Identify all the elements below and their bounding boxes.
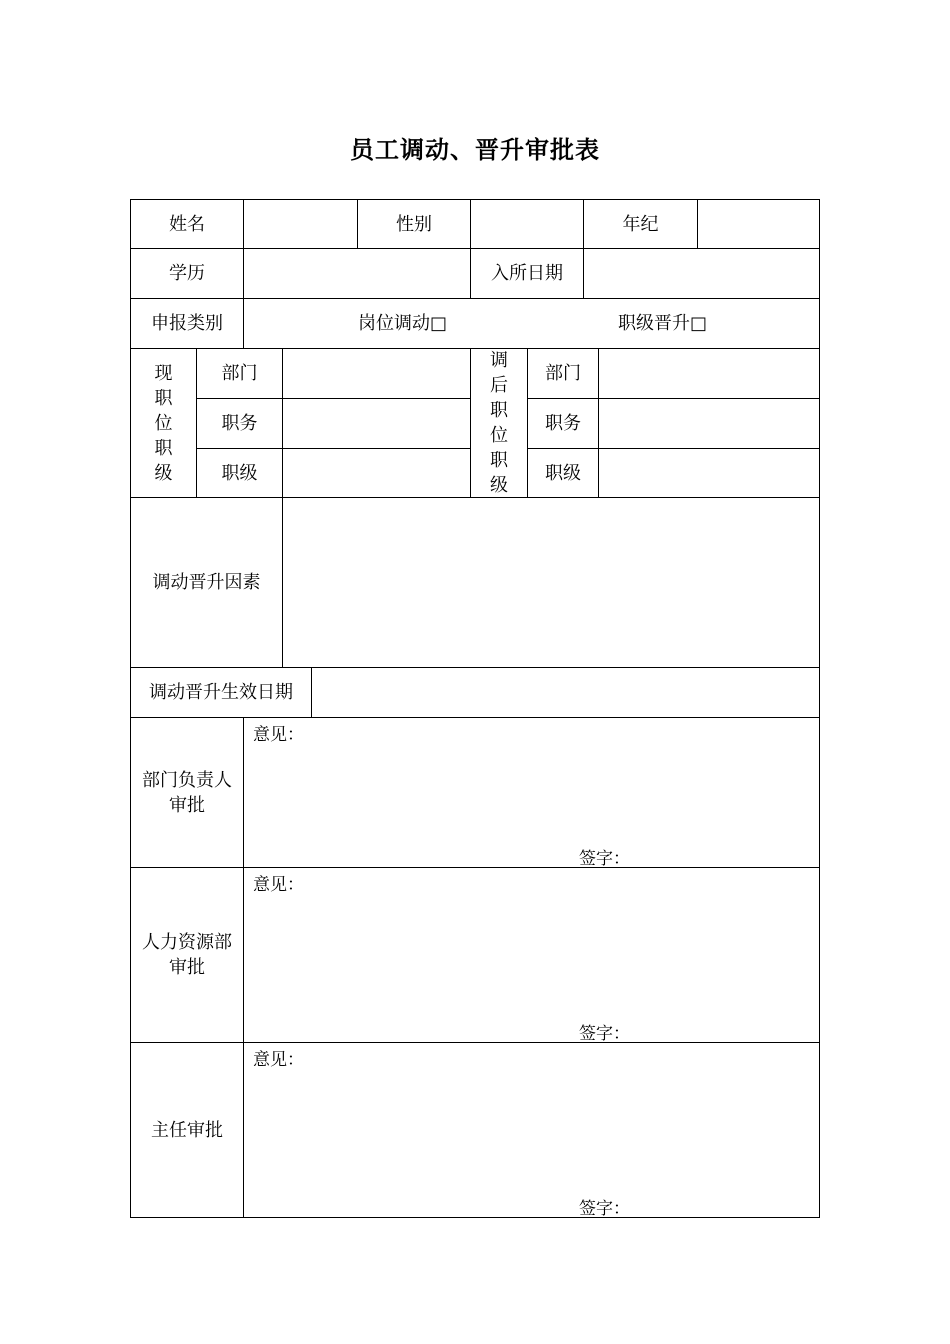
current-position-group-label xyxy=(131,349,196,497)
current-position-group-text: 现职位职级 xyxy=(154,362,173,484)
table-border-bottom xyxy=(130,1217,820,1218)
current-grade-label: 职级 xyxy=(221,462,258,484)
type-label: 申报类别 xyxy=(151,313,223,334)
entry-date-label: 入所日期 xyxy=(491,263,563,284)
dept-head-opinion-field[interactable] xyxy=(244,718,819,867)
new-duty-field[interactable] xyxy=(599,399,819,448)
age-label: 年纪 xyxy=(622,213,659,235)
education-label: 学历 xyxy=(169,263,205,284)
new-dept-field[interactable] xyxy=(599,349,819,398)
name-field[interactable] xyxy=(244,200,357,248)
reason-label: 调动晋升因素 xyxy=(152,572,261,593)
gender-field[interactable] xyxy=(471,200,583,248)
hr-approval-label: 人力资源部审批 xyxy=(142,932,232,978)
dept-head-signature-label: 签字： xyxy=(579,849,630,869)
new-dept-label: 部门 xyxy=(545,363,581,384)
promotion-checkbox-option[interactable]: 职级晋升□ xyxy=(617,313,707,334)
dept-head-opinion-label: 意见： xyxy=(253,725,304,745)
new-position-group-text: 调后职位职级 xyxy=(490,350,508,496)
table-border-right xyxy=(819,199,820,1218)
dept-head-approval-label: 部门负责人审批 xyxy=(142,769,232,816)
new-position-group-label xyxy=(471,349,527,497)
form-title: 员工调动、晋升审批表 xyxy=(350,136,600,164)
current-dept-field[interactable] xyxy=(283,349,470,398)
gender-label: 性别 xyxy=(396,213,432,235)
current-grade-field[interactable] xyxy=(283,449,470,497)
new-grade-field[interactable] xyxy=(599,449,819,497)
hr-opinion-label: 意见： xyxy=(253,875,304,895)
director-opinion-field[interactable] xyxy=(244,1043,819,1217)
current-duty-field[interactable] xyxy=(283,399,470,448)
education-field[interactable] xyxy=(244,249,470,298)
new-duty-label: 职务 xyxy=(545,413,581,434)
effective-date-label: 调动晋升生效日期 xyxy=(149,682,293,703)
reason-field[interactable] xyxy=(283,498,819,667)
new-grade-label: 职级 xyxy=(545,462,581,484)
transfer-checkbox-option[interactable]: 岗位调动□ xyxy=(357,313,447,334)
effective-date-field[interactable] xyxy=(312,668,819,717)
director-signature-label: 签字： xyxy=(579,1199,630,1219)
age-field[interactable] xyxy=(698,200,819,248)
name-label: 姓名 xyxy=(169,213,205,235)
director-approval-label: 主任审批 xyxy=(151,1119,223,1141)
hr-opinion-field[interactable] xyxy=(244,868,819,1042)
hr-signature-label: 签字： xyxy=(579,1024,630,1044)
current-duty-label: 职务 xyxy=(221,413,258,434)
entry-date-field[interactable] xyxy=(584,249,819,298)
current-dept-label: 部门 xyxy=(221,363,258,384)
director-opinion-label: 意见： xyxy=(253,1050,304,1070)
